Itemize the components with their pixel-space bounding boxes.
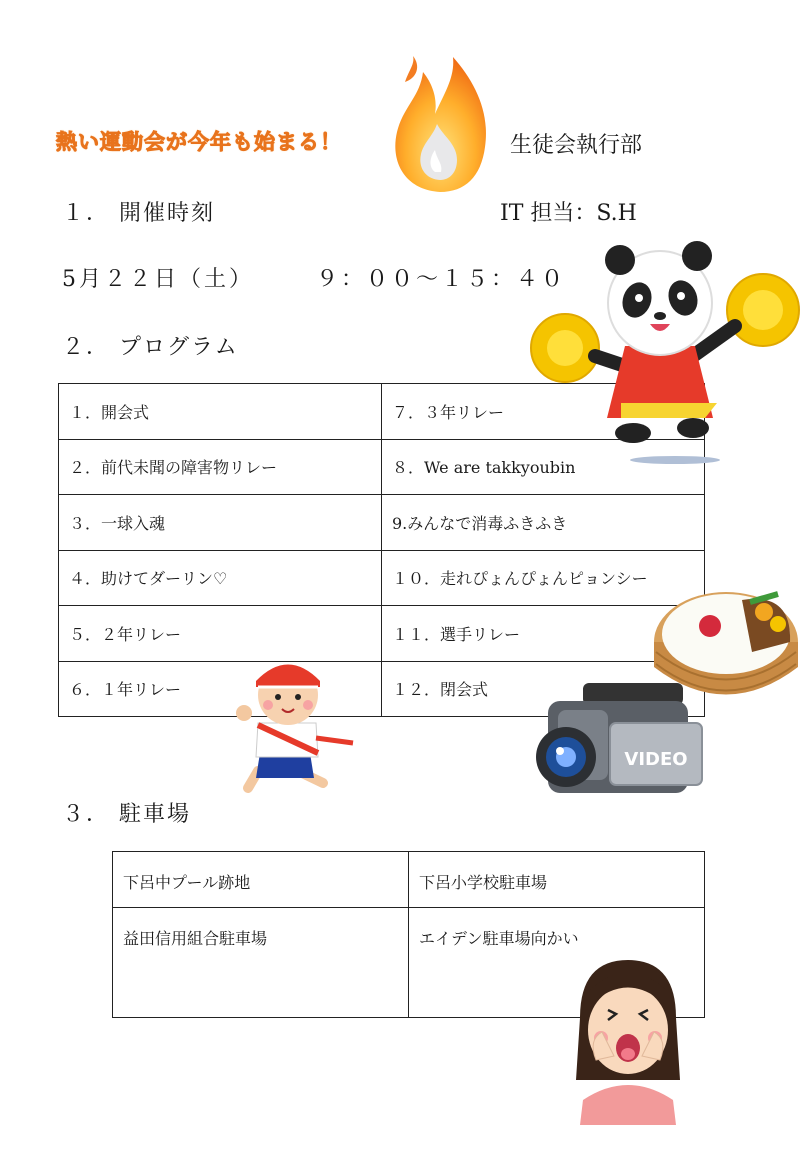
fire-icon [385, 52, 495, 197]
student-council-label: 生徒会執行部 [510, 133, 643, 158]
program-cell: ２．前代未聞の障害物リレー [59, 439, 382, 495]
table-row [59, 606, 705, 662]
program-cell: １２．閉会式 [382, 661, 705, 717]
table-row [59, 495, 705, 551]
runner-boy-icon [228, 653, 358, 793]
section-heading-parking: ３． 駐車場 [62, 802, 191, 827]
program-cell: ３．一球入魂 [59, 495, 382, 551]
it-credit: IT 担当：S.H [500, 201, 637, 226]
program-cell: ７．３年リレー [382, 384, 705, 440]
program-cell: ８．We are takkyoubin [382, 439, 705, 495]
program-cell: ５．２年リレー [59, 606, 382, 662]
parking-cell: 益田信用組合駐車場 [113, 908, 409, 1018]
program-cell: １１．選手リレー [382, 606, 705, 662]
table-row [59, 550, 705, 606]
program-cell: ６．１年リレー [59, 661, 382, 717]
event-banner: 熱い運動会が今年も始まる！ [56, 130, 342, 154]
event-time: ９：００～１５：４０ [316, 267, 567, 292]
cheering-girl-icon [568, 960, 688, 1125]
parking-cell: エイデン駐車場向かい [409, 908, 705, 1018]
panda-cheerleader-icon [525, 238, 800, 468]
program-cell: 9.みんなで消毒ふきふき [382, 495, 705, 551]
section-heading-time: １． 開催時刻 [62, 201, 215, 226]
parking-cell: 下呂小学校駐車場 [409, 852, 705, 908]
video-camera-icon [528, 665, 706, 805]
table-row [113, 852, 705, 908]
program-cell: １０．走れぴょんぴょんピョンシー [382, 550, 705, 606]
event-datetime [62, 262, 566, 293]
program-cell: ４．助けてダーリン♡ [59, 550, 382, 606]
program-cell: １．開会式 [59, 384, 382, 440]
camera-label: VIDEO [624, 749, 688, 770]
parking-cell: 下呂中プール跡地 [113, 852, 409, 908]
event-date: 5月２２日（土） [62, 267, 254, 292]
section-heading-program: ２． プログラム [62, 335, 239, 360]
